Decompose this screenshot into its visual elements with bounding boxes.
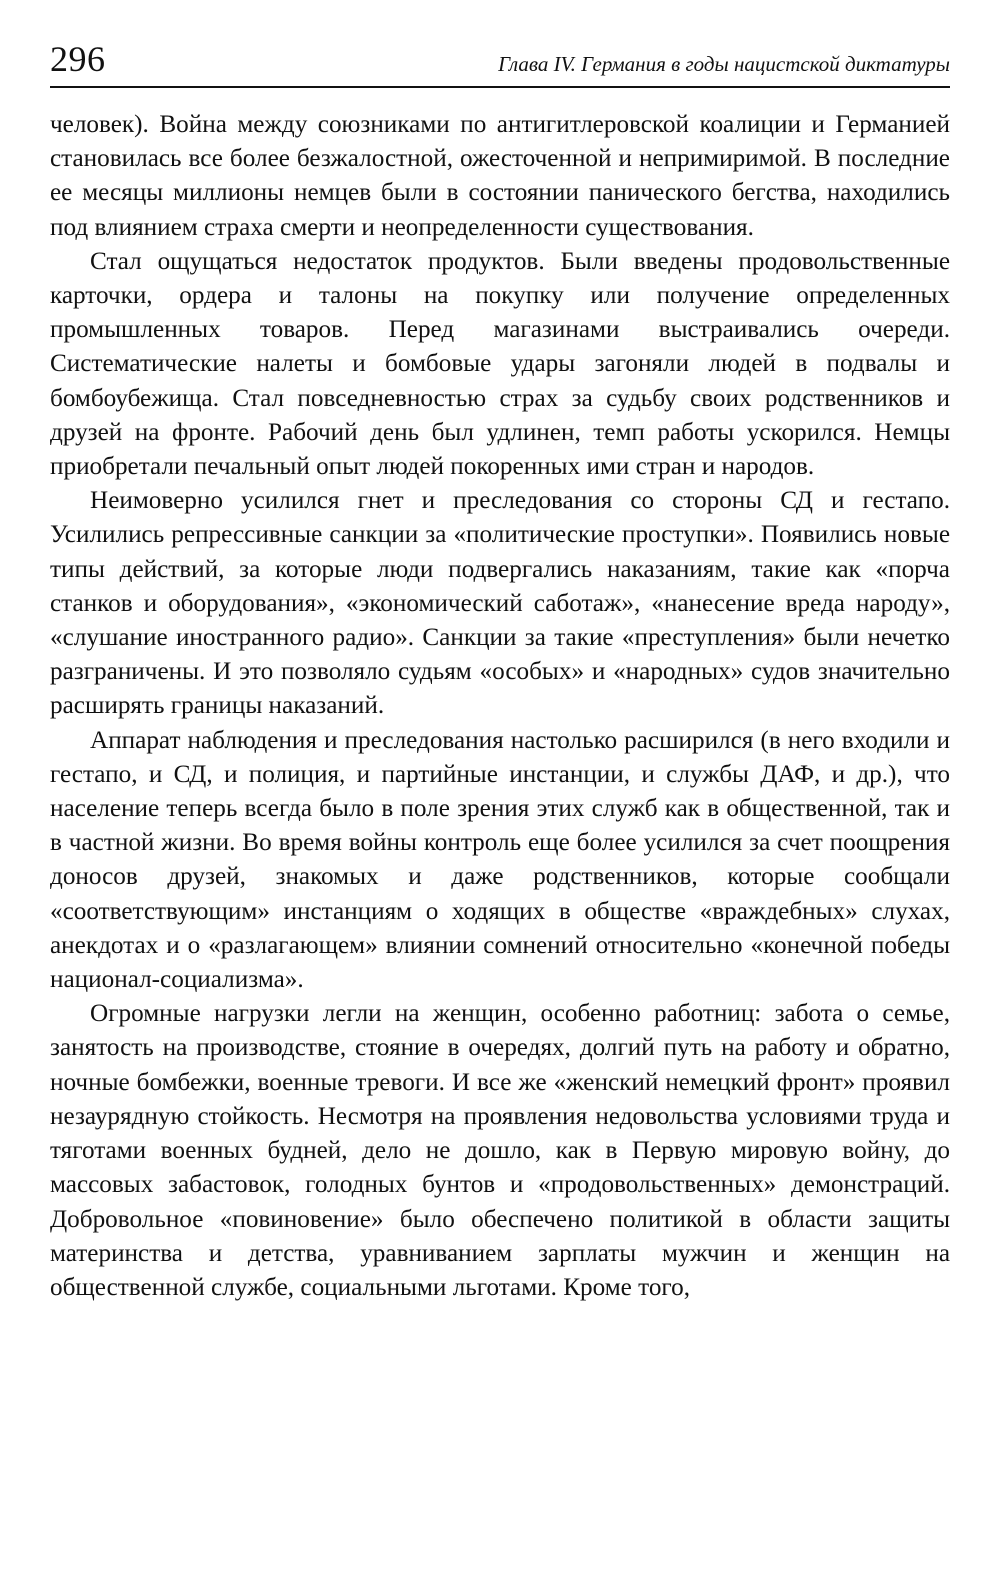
page-header	[50, 38, 950, 84]
book-page	[50, 38, 950, 1305]
paragraph: Аппарат наблюдения и преследования настолько расширился (в него входили и гестапо, и СД, и полиция, и партийные инстанции, и службы ДАФ, и др.), что население теперь всегда было в поле зрения этих служб как в общественной, так и в частной жизни. Во время войны контроль еще более усилился за счет поощрения доносов друзей, знакомых и даже родственников, которые сообщали «соответствующим» инстанциям о ходящих в обществе «враждебных» слухах, анекдотах и о «разлагающем» влиянии сомнений относительно «конечной победы национал-социализма».	[50, 726, 950, 994]
running-head: Глава IV. Германия в годы нацистской диктатуры	[498, 52, 950, 76]
paragraph: человек). Война между союзниками по антигитлеровской коалиции и Германией становилась все более безжалостной, ожесточенной и непримиримой. В последние ее месяцы миллионы немцев были в состоянии панического бегства, находились под влиянием страха смерти и неопределенности существования.	[50, 111, 950, 241]
paragraph: Стал ощущаться недостаток продуктов. Были введены продовольственные карточки, ордера и талоны на покупку или получение определенных промышленных товаров. Перед магазинами выстраивались очереди. Систематические налеты и бомбовые удары загоняли людей в подвалы и бомбоубежища. Стал повседневностью страх за судьбу своих родственников и друзей на фронте. Рабочий день был удлинен, темп работы ускорился. Немцы приобретали печальный опыт людей покоренных ими стран и народов.	[50, 247, 950, 481]
page-number: 296	[50, 39, 106, 79]
body-text	[50, 108, 950, 1305]
header-rule	[50, 86, 950, 88]
paragraph: Неимоверно усилился гнет и преследования со стороны СД и гестапо. Усилились репрессивные санкции за «политические проступки». Появились новые типы действий, за которые люди подвергались наказаниям, такие как «порча станков и оборудования», «экономический саботаж», «нанесение вреда народу», «слушание иностранного радио». Санкции за такие «преступления» были нечетко разграничены. И это позволяло судьям «особых» и «народных» судов значительно расширять границы наказаний.	[50, 487, 950, 720]
paragraph: Огромные нагрузки легли на женщин, особенно работниц: забота о семье, занятость на производстве, стояние в очередях, долгий путь на работу и обратно, ночные бомбежки, военные тревоги. И все же «женский немецкий фронт» проявил незаурядную стойкость. Несмотря на проявления недовольства условиями труда и тяготами военных будней, дело не дошло, как в Первую мировую войну, до массовых забастовок, голодных бунтов и «продовольственных» демонстраций. Добровольное «повиновение» было обеспечено политикой в области защиты материнства и детства, уравниванием зарплаты мужчин и женщин на общественной службе, социальными льготами. Кроме того,	[50, 1000, 950, 1301]
